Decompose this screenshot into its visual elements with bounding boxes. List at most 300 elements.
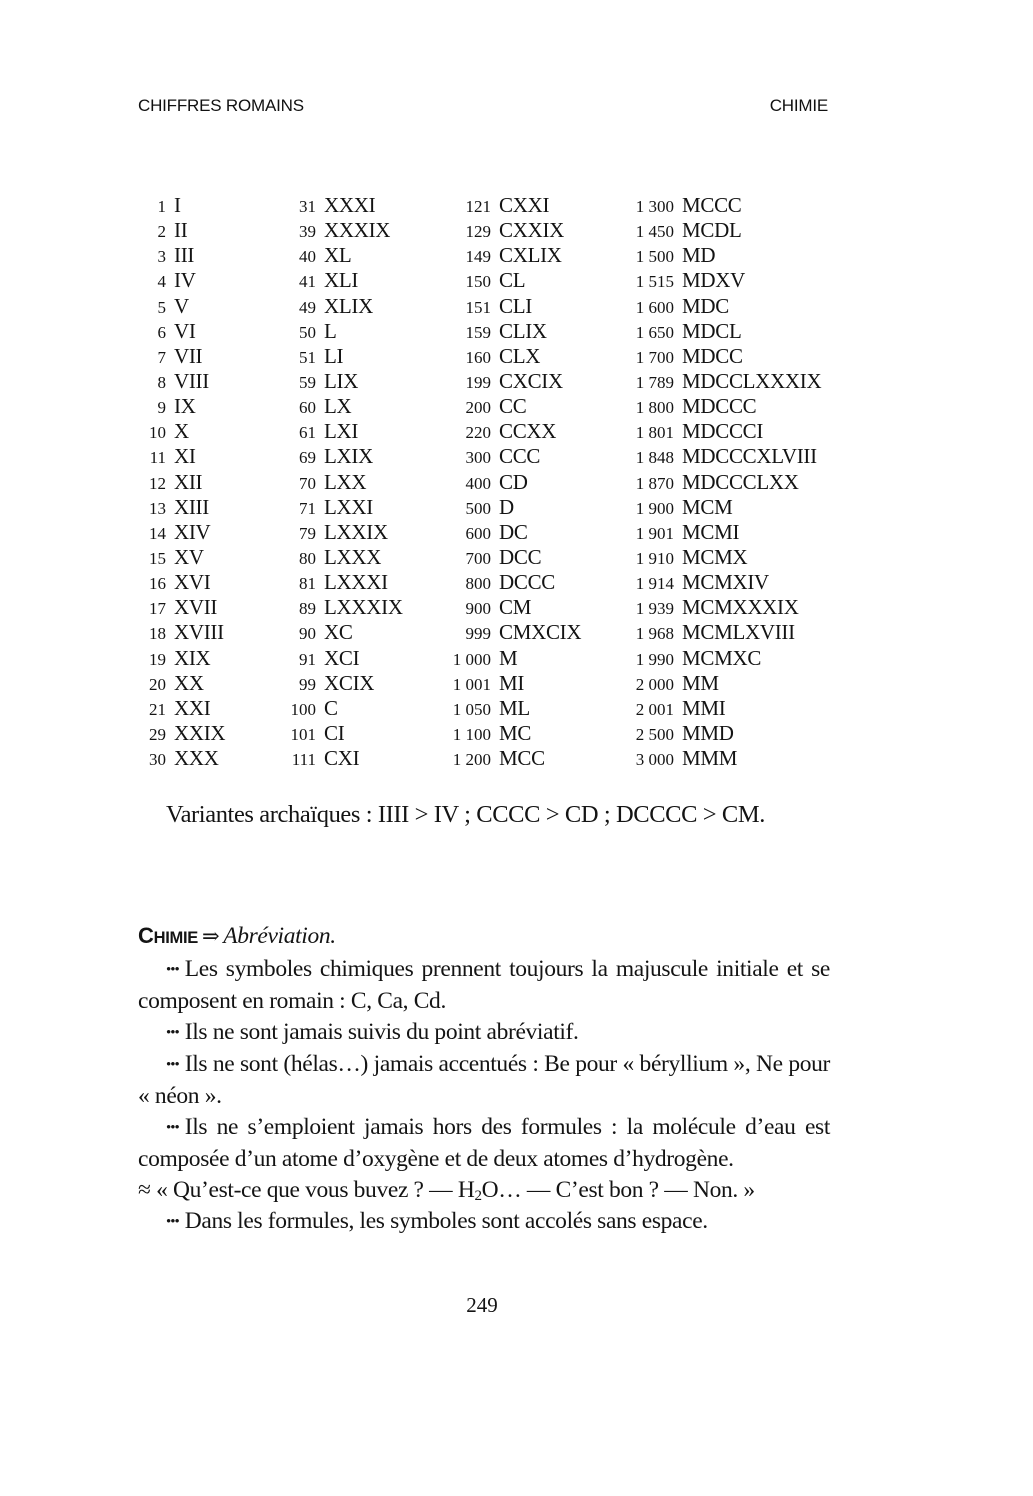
paragraph-text: Ils ne sont (hélas…) jamais accentués : Be pour « béryllium », Ne pour « néon ». xyxy=(138,1051,830,1109)
numeral-row xyxy=(138,646,225,671)
bullet-dots-icon: ••• xyxy=(166,1057,179,1073)
entry-paragraph xyxy=(138,1017,830,1049)
roman-numeral: XLIX xyxy=(324,293,373,318)
numeral-row xyxy=(616,268,821,293)
example-text-after: O… — C’est bon ? — Non. » xyxy=(481,1177,755,1203)
numeral-row xyxy=(443,444,581,469)
numeral-row xyxy=(443,243,581,268)
entry-example xyxy=(138,1175,830,1206)
roman-numeral: CMXCIX xyxy=(499,620,582,645)
numeral-row xyxy=(616,394,821,419)
numeral-row xyxy=(443,620,581,645)
arabic-number: 8 xyxy=(157,372,166,392)
roman-numeral: CXI xyxy=(324,746,360,771)
arabic-number: 1 000 xyxy=(452,649,491,669)
roman-numeral: MDCCC xyxy=(682,394,757,419)
arabic-number: 900 xyxy=(465,599,491,619)
arabic-number: 7 xyxy=(157,347,166,367)
chimie-entry xyxy=(138,920,830,1238)
numeral-row xyxy=(443,218,581,243)
arabic-number: 151 xyxy=(465,297,491,317)
roman-numeral: MCMXC xyxy=(682,645,762,670)
roman-numeral: XVII xyxy=(174,595,218,620)
roman-numeral: VII xyxy=(174,343,203,368)
roman-numeral: XXX xyxy=(174,746,219,771)
roman-numeral: XIV xyxy=(174,519,211,544)
arabic-number: 999 xyxy=(465,624,491,644)
numeral-row xyxy=(138,243,225,268)
arabic-number: 90 xyxy=(299,624,316,644)
numeral-row xyxy=(443,746,581,771)
numeral-row xyxy=(616,419,821,444)
numeral-row xyxy=(616,369,821,394)
numeral-row xyxy=(138,721,225,746)
bullet-dots-icon: ••• xyxy=(166,1025,179,1041)
numeral-row xyxy=(276,520,403,545)
roman-numeral: CLIX xyxy=(499,318,547,343)
arabic-number: 1 200 xyxy=(452,750,491,770)
numeral-row xyxy=(276,545,403,570)
roman-numeral: III xyxy=(174,243,195,268)
arabic-number: 71 xyxy=(299,498,316,518)
paragraph-text: Dans les formules, les symboles sont accolés sans espace. xyxy=(184,1208,708,1234)
roman-numeral: L xyxy=(324,318,337,343)
arabic-number: 79 xyxy=(299,523,316,543)
numeral-row xyxy=(138,394,225,419)
numeral-row xyxy=(276,620,403,645)
arabic-number: 2 001 xyxy=(635,699,674,719)
roman-numeral: CM xyxy=(499,595,532,620)
arabic-number: 129 xyxy=(465,222,491,242)
arabic-number: 700 xyxy=(465,548,491,568)
roman-numeral: XI xyxy=(174,444,196,469)
numeral-row xyxy=(276,470,403,495)
roman-numeral: II xyxy=(174,218,188,243)
arabic-number: 60 xyxy=(299,398,316,418)
numeral-row xyxy=(443,520,581,545)
numeral-column xyxy=(443,193,581,771)
entry-paragraph xyxy=(138,954,830,1017)
numeral-row xyxy=(276,595,403,620)
roman-numeral: MDCC xyxy=(682,343,743,368)
subscript: 2 xyxy=(474,1188,482,1204)
numeral-row xyxy=(138,193,225,218)
roman-numeral: CI xyxy=(324,720,345,745)
arabic-number: 50 xyxy=(299,322,316,342)
numeral-row xyxy=(616,193,821,218)
roman-numeral: XIII xyxy=(174,494,209,519)
roman-numeral: IX xyxy=(174,394,196,419)
roman-numeral: XII xyxy=(174,469,203,494)
running-head-left: CHIFFRES ROMAINS xyxy=(138,96,304,115)
arabic-number: 150 xyxy=(465,272,491,292)
arabic-number: 1 939 xyxy=(635,599,674,619)
numeral-row xyxy=(138,218,225,243)
numeral-row xyxy=(276,193,403,218)
roman-numeral: XCIX xyxy=(324,670,375,695)
arabic-number: 9 xyxy=(157,398,166,418)
arabic-number: 99 xyxy=(299,674,316,694)
numeral-column xyxy=(616,193,821,771)
numeral-row xyxy=(276,369,403,394)
numeral-row xyxy=(443,545,581,570)
roman-numeral: MCMI xyxy=(682,519,740,544)
roman-numeral: LXXIX xyxy=(324,519,388,544)
roman-numeral: XL xyxy=(324,243,352,268)
numeral-row xyxy=(443,595,581,620)
numeral-row xyxy=(616,444,821,469)
arabic-number: 149 xyxy=(465,247,491,267)
arabic-number: 59 xyxy=(299,372,316,392)
numeral-row xyxy=(443,570,581,595)
roman-numeral: C xyxy=(324,695,338,720)
numeral-row xyxy=(443,419,581,444)
roman-numeral: LXIX xyxy=(324,444,373,469)
roman-numeral: MD xyxy=(682,243,716,268)
roman-numeral: MCCC xyxy=(682,193,742,217)
roman-numeral: I xyxy=(174,193,181,217)
example-text-before: « Qu’est-ce que vous buvez ? — H xyxy=(156,1177,475,1203)
numeral-row xyxy=(276,646,403,671)
bullet-dots-icon: ••• xyxy=(166,962,179,978)
arabic-number: 100 xyxy=(290,699,316,719)
arabic-number: 200 xyxy=(465,398,491,418)
numeral-row xyxy=(616,294,821,319)
numeral-row xyxy=(443,671,581,696)
numeral-row xyxy=(138,495,225,520)
roman-numeral: MCMXIV xyxy=(682,570,769,595)
numeral-row xyxy=(138,595,225,620)
entry-paragraph xyxy=(138,1049,830,1112)
numeral-row xyxy=(616,721,821,746)
roman-numeral: V xyxy=(174,293,189,318)
arabic-number: 89 xyxy=(299,599,316,619)
numeral-row xyxy=(443,344,581,369)
arabic-number: 1 700 xyxy=(635,347,674,367)
arabic-number: 121 xyxy=(465,197,491,216)
arabic-number: 3 xyxy=(157,247,166,267)
numeral-row xyxy=(138,620,225,645)
roman-numeral: XVI xyxy=(174,570,211,595)
roman-numeral: DC xyxy=(499,519,528,544)
roman-numeral: CXLIX xyxy=(499,243,562,268)
arabic-number: 10 xyxy=(149,423,166,443)
numeral-row xyxy=(276,268,403,293)
roman-numeral: MCMX xyxy=(682,544,748,569)
arabic-number: 14 xyxy=(149,523,166,543)
bullet-dots-icon: ••• xyxy=(166,1214,179,1230)
arabic-number: 1 050 xyxy=(452,699,491,719)
arabic-number: 1 600 xyxy=(635,297,674,317)
numeral-row xyxy=(276,243,403,268)
numeral-row xyxy=(616,595,821,620)
arabic-number: 3 000 xyxy=(635,750,674,770)
numeral-row xyxy=(276,570,403,595)
numeral-row xyxy=(616,319,821,344)
roman-numeral: XCI xyxy=(324,645,360,670)
numeral-row xyxy=(616,218,821,243)
paragraph-text: Ils ne sont jamais suivis du point abréviatif. xyxy=(184,1019,579,1045)
numeral-row xyxy=(443,721,581,746)
arabic-number: 69 xyxy=(299,448,316,468)
arabic-number: 61 xyxy=(299,423,316,443)
roman-numeral: DCCC xyxy=(499,570,555,595)
arabic-number: 1 300 xyxy=(635,197,674,216)
numeral-row xyxy=(138,520,225,545)
numeral-row xyxy=(138,369,225,394)
roman-numeral: CC xyxy=(499,394,527,419)
arabic-number: 16 xyxy=(149,574,166,594)
arabic-number: 1 789 xyxy=(635,372,674,392)
numeral-row xyxy=(443,294,581,319)
arabic-number: 12 xyxy=(149,473,166,493)
entry-paragraph xyxy=(138,1206,830,1238)
roman-numeral: CLX xyxy=(499,343,541,368)
arabic-number: 400 xyxy=(465,473,491,493)
roman-numeral: MC xyxy=(499,720,532,745)
numeral-row xyxy=(443,495,581,520)
roman-numeral: CXCIX xyxy=(499,368,563,393)
numeral-row xyxy=(616,746,821,771)
roman-numeral: VIII xyxy=(174,368,209,393)
arabic-number: 81 xyxy=(299,574,316,594)
arabic-number: 800 xyxy=(465,574,491,594)
roman-numeral: MCM xyxy=(682,494,733,519)
roman-numeral: XXXI xyxy=(324,193,376,217)
numeral-row xyxy=(138,545,225,570)
arabic-number: 1 xyxy=(157,197,166,216)
arabic-number: 1 515 xyxy=(635,272,674,292)
roman-numeral: XIX xyxy=(174,645,211,670)
arabic-number: 1 901 xyxy=(635,523,674,543)
arabic-number: 4 xyxy=(157,272,166,292)
arabic-number: 2 xyxy=(157,222,166,242)
numeral-row xyxy=(276,218,403,243)
roman-numeral: MMD xyxy=(682,720,734,745)
numeral-row xyxy=(138,746,225,771)
numeral-row xyxy=(276,294,403,319)
arabic-number: 20 xyxy=(149,674,166,694)
roman-numeral: XXI xyxy=(174,695,211,720)
roman-numeral: XX xyxy=(174,670,204,695)
arabic-number: 300 xyxy=(465,448,491,468)
numeral-row xyxy=(616,570,821,595)
roman-numeral: LXXI xyxy=(324,494,373,519)
roman-numeral: VI xyxy=(174,318,196,343)
roman-numeral: CD xyxy=(499,469,528,494)
arabic-number: 1 990 xyxy=(635,649,674,669)
roman-numeral: IV xyxy=(174,268,196,293)
entry-term-initial: C xyxy=(138,923,154,948)
arabic-number: 1 100 xyxy=(452,724,491,744)
arabic-number: 1 914 xyxy=(635,574,674,594)
arabic-number: 51 xyxy=(299,347,316,367)
arabic-number: 49 xyxy=(299,297,316,317)
numeral-row xyxy=(443,268,581,293)
roman-numeral: MDXV xyxy=(682,268,745,293)
numeral-row xyxy=(138,294,225,319)
numeral-row xyxy=(616,620,821,645)
numeral-row xyxy=(616,545,821,570)
numeral-row xyxy=(276,495,403,520)
arabic-number: 2 000 xyxy=(635,674,674,694)
roman-numeral: D xyxy=(499,494,514,519)
arabic-number: 220 xyxy=(465,423,491,443)
arabic-number: 1 001 xyxy=(452,674,491,694)
page-number: 249 xyxy=(466,1293,498,1317)
numeral-row xyxy=(276,394,403,419)
numeral-row xyxy=(276,721,403,746)
arabic-number: 5 xyxy=(157,297,166,317)
entry-term xyxy=(138,923,198,948)
roman-numeral: XLI xyxy=(324,268,359,293)
numeral-row xyxy=(616,646,821,671)
arabic-number: 1 968 xyxy=(635,624,674,644)
roman-numeral: MDCCCXLVIII xyxy=(682,444,817,469)
roman-numeral: LX xyxy=(324,394,352,419)
roman-numeral: MCC xyxy=(499,746,545,771)
roman-numeral: LXXX xyxy=(324,544,382,569)
arabic-number: 21 xyxy=(149,699,166,719)
numeral-column xyxy=(276,193,403,771)
roman-numeral: MMM xyxy=(682,746,738,771)
entry-paragraph xyxy=(138,1112,830,1175)
numeral-row xyxy=(138,344,225,369)
arabic-number: 1 450 xyxy=(635,222,674,242)
numeral-row xyxy=(616,495,821,520)
arabic-number: 1 500 xyxy=(635,247,674,267)
arabic-number: 31 xyxy=(299,197,316,216)
roman-numeral: X xyxy=(174,419,189,444)
arabic-number: 19 xyxy=(149,649,166,669)
entry-heading xyxy=(138,920,830,954)
roman-numeral: LIX xyxy=(324,368,359,393)
numeral-row xyxy=(276,444,403,469)
numeral-row xyxy=(276,696,403,721)
numeral-row xyxy=(276,671,403,696)
numeral-row xyxy=(443,193,581,218)
roman-numeral: MM xyxy=(682,670,719,695)
roman-numeral: LXXXIX xyxy=(324,595,403,620)
arabic-number: 39 xyxy=(299,222,316,242)
numeral-row xyxy=(138,444,225,469)
numeral-row xyxy=(443,696,581,721)
arabic-number: 91 xyxy=(299,649,316,669)
roman-numeral: XXXIX xyxy=(324,218,391,243)
numeral-row xyxy=(443,646,581,671)
numeral-row xyxy=(616,243,821,268)
roman-numeral: CXXI xyxy=(499,193,550,217)
roman-numeral: MMI xyxy=(682,695,726,720)
roman-numeral: MDCL xyxy=(682,318,742,343)
arabic-number: 6 xyxy=(157,322,166,342)
roman-numeral: MDC xyxy=(682,293,729,318)
arabic-number: 101 xyxy=(290,724,316,744)
numeral-row xyxy=(443,394,581,419)
roman-numeral: LXX xyxy=(324,469,367,494)
roman-numeral: MCMXXXIX xyxy=(682,595,799,620)
arabic-number: 1 650 xyxy=(635,322,674,342)
roman-numeral: CL xyxy=(499,268,526,293)
running-head xyxy=(138,96,828,120)
roman-numeral: XVIII xyxy=(174,620,224,645)
cross-reference: Abréviation. xyxy=(223,923,336,949)
numeral-row xyxy=(616,671,821,696)
roman-numeral: LXXXI xyxy=(324,570,388,595)
arabic-number: 1 910 xyxy=(635,548,674,568)
arabic-number: 600 xyxy=(465,523,491,543)
archaic-variants-note: Variantes archaïques : IIII > IV ; CCCC > CD ; DCCCC > CM. xyxy=(166,801,765,828)
roman-numeral: MCMLXVIII xyxy=(682,620,795,645)
arabic-number: 1 800 xyxy=(635,398,674,418)
roman-numeral: LXI xyxy=(324,419,359,444)
roman-numeral: CCXX xyxy=(499,419,557,444)
numeral-row xyxy=(276,319,403,344)
approx-symbol-icon: ≈ xyxy=(138,1177,151,1203)
entry-term-rest: HIMIE xyxy=(153,929,198,947)
arabic-number: 1 900 xyxy=(635,498,674,518)
roman-numeral: MDCCCLXX xyxy=(682,469,799,494)
arabic-number: 199 xyxy=(465,372,491,392)
arabic-number: 70 xyxy=(299,473,316,493)
arabic-number: 18 xyxy=(149,624,166,644)
numeral-row xyxy=(138,570,225,595)
arabic-number: 13 xyxy=(149,498,166,518)
numeral-row xyxy=(276,344,403,369)
arabic-number: 11 xyxy=(149,448,166,468)
numeral-row xyxy=(616,344,821,369)
arabic-number: 1 870 xyxy=(635,473,674,493)
numeral-row xyxy=(138,419,225,444)
roman-numeral: LI xyxy=(324,343,344,368)
numeral-row xyxy=(616,696,821,721)
numeral-row xyxy=(138,268,225,293)
running-head-right: CHIMIE xyxy=(769,96,828,115)
arabic-number: 2 500 xyxy=(635,724,674,744)
roman-numeral: CLI xyxy=(499,293,532,318)
numeral-row xyxy=(443,319,581,344)
paragraph-text: Les symboles chimiques prennent toujours la majuscule initiale et se composent en romain : C, Ca, Cd. xyxy=(138,956,830,1014)
arabic-number: 500 xyxy=(465,498,491,518)
numeral-row xyxy=(276,419,403,444)
roman-numeral: CXXIX xyxy=(499,218,564,243)
arabic-number: 1 848 xyxy=(635,448,674,468)
arabic-number: 40 xyxy=(299,247,316,267)
arabic-number: 29 xyxy=(149,724,166,744)
arabic-number: 111 xyxy=(291,750,316,770)
numeral-row xyxy=(138,671,225,696)
arabic-number: 1 801 xyxy=(635,423,674,443)
numeral-row xyxy=(138,319,225,344)
roman-numeral: DCC xyxy=(499,544,542,569)
arabic-number: 41 xyxy=(299,272,316,292)
paragraph-text: Ils ne s’emploient jamais hors des formules : la molécule d’eau est composée d’un atome d’oxygène et de deux atomes d’hydrogène. xyxy=(138,1114,830,1172)
roman-numeral: XC xyxy=(324,620,353,645)
numeral-row xyxy=(616,470,821,495)
arabic-number: 159 xyxy=(465,322,491,342)
numeral-row xyxy=(138,696,225,721)
arabic-number: 17 xyxy=(149,599,166,619)
numeral-row xyxy=(138,470,225,495)
numeral-row xyxy=(443,470,581,495)
roman-numeral: M xyxy=(499,645,518,670)
numeral-column xyxy=(138,193,225,771)
numeral-row xyxy=(276,746,403,771)
arabic-number: 80 xyxy=(299,548,316,568)
roman-numeral: CCC xyxy=(499,444,541,469)
implies-arrow-icon: ⇒ xyxy=(201,924,220,948)
roman-numeral: XV xyxy=(174,544,204,569)
